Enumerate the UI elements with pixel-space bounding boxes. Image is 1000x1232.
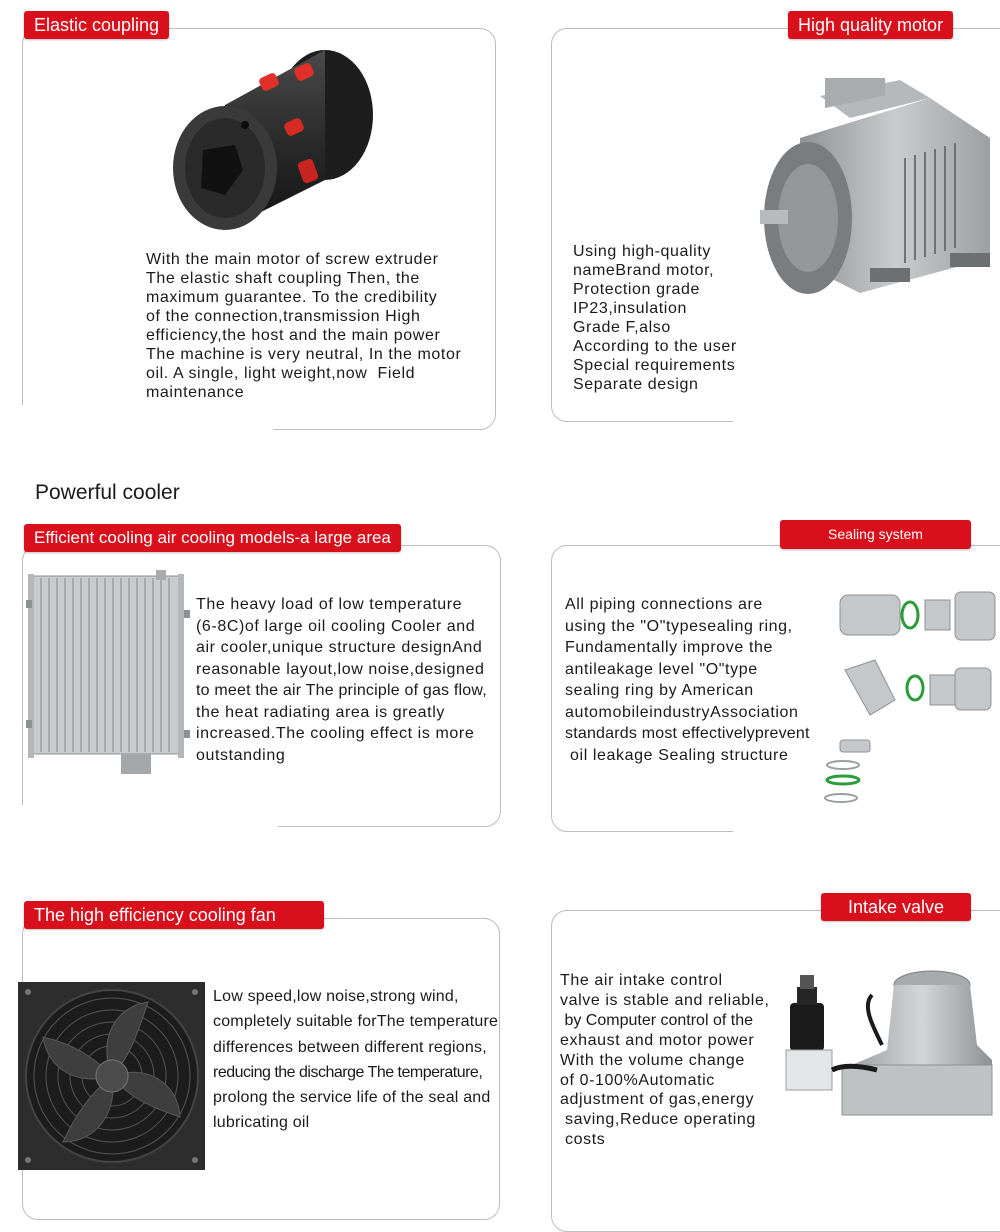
text-line: Separate design [573, 376, 699, 393]
sealing-title-tag: Sealing system [780, 520, 971, 549]
sealing-description [565, 594, 810, 766]
powerful-cooler-heading: Powerful cooler [35, 481, 180, 504]
text-line: The machine is very neutral, In the motor [146, 346, 462, 363]
text-line: Protection grade [573, 281, 701, 298]
motor-image [760, 78, 998, 300]
text-line: lubricating oil [213, 1114, 310, 1132]
text-line: nameBrand motor, [573, 262, 715, 279]
text-line: The elastic shaft coupling Then, the [146, 270, 420, 287]
text-line: IP23,insulation [573, 300, 687, 317]
sealing-rings-image [815, 580, 997, 810]
text-line: valve is stable and reliable, [560, 991, 770, 1009]
valve-title-tag: Intake valve [821, 893, 971, 921]
text-line: adjustment of gas,energy [560, 1091, 755, 1109]
fan-image [18, 982, 205, 1170]
text-line: differences between different regions, [213, 1038, 487, 1056]
text-line: maximum guarantee. To the credibility [146, 289, 438, 306]
text-line: reducing the discharge The temperature, [213, 1063, 483, 1081]
text-line: of 0-100%Automatic [560, 1071, 715, 1089]
valve-description [560, 971, 770, 1150]
text-line: antileakage level "O"type [565, 660, 758, 678]
text-line: With the volume change [560, 1051, 745, 1069]
cooler-title-tag: Efficient cooling air cooling models-a large area [24, 524, 401, 552]
motor-description [573, 242, 737, 394]
text-line: sealing ring by American [565, 682, 754, 699]
text-line: With the main motor of screw extruder [146, 251, 439, 268]
text-line: prolong the service life of the seal and [213, 1089, 491, 1107]
text-line: completely suitable forThe temperature [213, 1013, 499, 1031]
text-line: Using high-quality [573, 243, 711, 260]
fan-title-tag: The high efficiency cooling fan [24, 901, 324, 929]
text-line: to meet the air The principle of gas flow, [196, 682, 487, 699]
text-line: efficiency,the host and the main power [146, 327, 441, 344]
text-line: using the "O"typesealing ring, [565, 617, 793, 635]
motor-title-tag: High quality motor [788, 11, 953, 39]
text-line: Low speed,low noise,strong wind, [213, 988, 459, 1005]
text-line: Grade F,also [573, 319, 671, 336]
text-line: standards most effectivelyprevent [565, 725, 810, 742]
text-line: by Computer control of the [560, 1011, 753, 1029]
text-line: According to the user [573, 338, 737, 355]
fan-description [213, 984, 498, 1136]
cooler-image [26, 570, 194, 780]
coupling-image [165, 40, 390, 240]
text-line: exhaust and motor power [560, 1031, 755, 1049]
text-line: The heavy load of low temperature [196, 596, 463, 613]
text-line: oil leakage Sealing structure [565, 746, 789, 764]
text-line: saving,Reduce operating [560, 1111, 756, 1129]
text-line: (6-8C)of large oil cooling Cooler and [196, 617, 476, 635]
text-line: air cooler,unique structure designAnd [196, 639, 483, 656]
text-line: of the connection,transmission High [146, 308, 421, 325]
coupling-description [146, 250, 461, 402]
text-line: the heat radiating area is greatly [196, 703, 445, 721]
text-line: costs [560, 1131, 606, 1149]
cooler-description [196, 594, 487, 766]
text-line: oil. A single, light weight,now Field [146, 365, 416, 382]
text-line: Fundamentally improve the [565, 639, 773, 656]
text-line: outstanding [196, 746, 286, 764]
text-line: automobileindustryAssociation [565, 703, 799, 721]
text-line: reasonable layout,low noise,designed [196, 660, 485, 678]
text-line: increased.The cooling effect is more [196, 725, 475, 742]
valve-image [782, 965, 997, 1130]
text-line: Special requirements [573, 357, 736, 374]
text-line: The air intake control [560, 972, 723, 989]
text-line: All piping connections are [565, 596, 763, 613]
coupling-title-tag: Elastic coupling [24, 11, 169, 39]
text-line: maintenance [146, 384, 245, 401]
